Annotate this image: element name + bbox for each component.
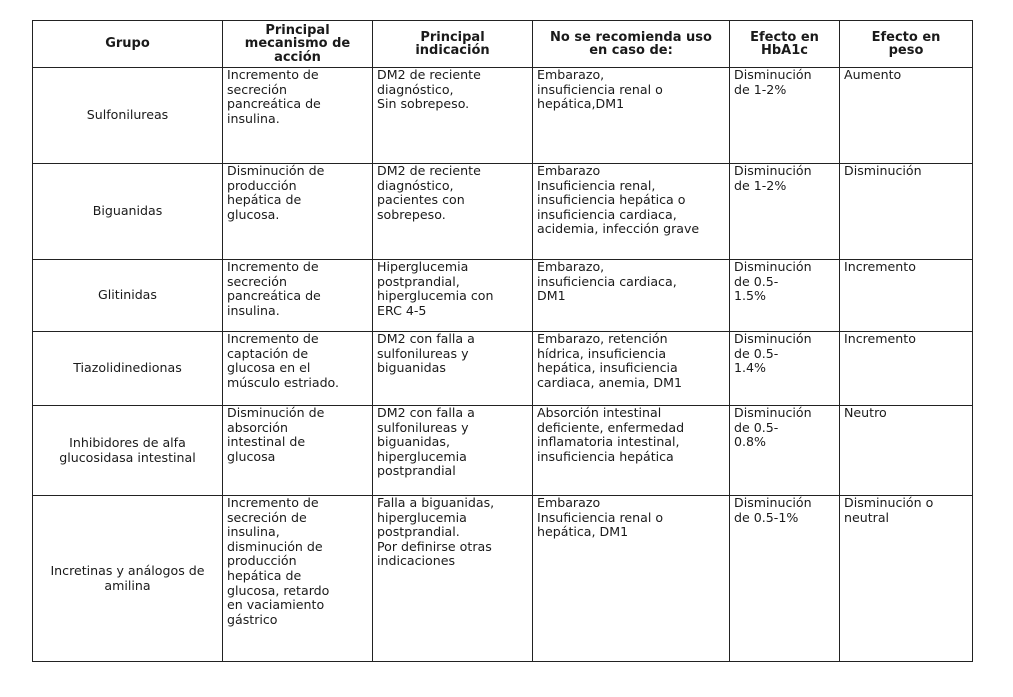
mechanism-cell: Disminución de absorción intestinal de glucosa	[223, 406, 373, 496]
weight-cell: Aumento	[840, 68, 973, 164]
header-efecto-hba1c: Efecto en HbA1c	[730, 21, 840, 68]
drug-comparison-table-wrapper	[32, 20, 972, 662]
indication-cell: DM2 con falla a sulfonilureas y biguanidas	[373, 332, 533, 406]
weight-cell: Incremento	[840, 260, 973, 332]
not-recommended-cell: Embarazo Insuficiencia renal o hepática, DM1	[533, 496, 730, 662]
group-cell: Incretinas y análogos de amilina	[33, 496, 223, 662]
not-recommended-cell: Absorción intestinal deficiente, enfermedad inflamatoria intestinal, insuficiencia hepática	[533, 406, 730, 496]
mechanism-cell: Incremento de secreción pancreática de insulina.	[223, 68, 373, 164]
hba1c-cell: Disminución de 0.5- 0.8%	[730, 406, 840, 496]
weight-cell: Disminución o neutral	[840, 496, 973, 662]
header-grupo: Grupo	[33, 21, 223, 68]
hba1c-cell: Disminución de 1-2%	[730, 164, 840, 260]
not-recommended-cell: Embarazo, insuficiencia cardiaca, DM1	[533, 260, 730, 332]
mechanism-cell: Incremento de secreción de insulina, disminución de producción hepática de glucosa, retardo en vaciamiento gástrico	[223, 496, 373, 662]
weight-cell: Neutro	[840, 406, 973, 496]
table-row	[33, 332, 973, 406]
mechanism-cell: Disminución de producción hepática de glucosa.	[223, 164, 373, 260]
mechanism-cell: Incremento de captación de glucosa en el músculo estriado.	[223, 332, 373, 406]
header-mecanismo: Principal mecanismo de acción	[223, 21, 373, 68]
drug-comparison-table	[32, 20, 973, 662]
group-cell: Glitinidas	[33, 260, 223, 332]
table-row	[33, 406, 973, 496]
table-row	[33, 260, 973, 332]
header-indicacion: Principal indicación	[373, 21, 533, 68]
indication-cell: DM2 con falla a sulfonilureas y biguanidas, hiperglucemia postprandial	[373, 406, 533, 496]
table-row	[33, 68, 973, 164]
not-recommended-cell: Embarazo Insuficiencia renal, insuficiencia hepática o insuficiencia cardiaca, acidemia, infección grave	[533, 164, 730, 260]
indication-cell: DM2 de reciente diagnóstico, Sin sobrepeso.	[373, 68, 533, 164]
hba1c-cell: Disminución de 1-2%	[730, 68, 840, 164]
mechanism-cell: Incremento de secreción pancreática de insulina.	[223, 260, 373, 332]
table-row	[33, 164, 973, 260]
weight-cell: Disminución	[840, 164, 973, 260]
hba1c-cell: Disminución de 0.5-1%	[730, 496, 840, 662]
group-cell: Sulfonilureas	[33, 68, 223, 164]
table-row	[33, 496, 973, 662]
indication-cell: Falla a biguanidas, hiperglucemia postprandial. Por definirse otras indicaciones	[373, 496, 533, 662]
header-no-recomienda: No se recomienda uso en caso de:	[533, 21, 730, 68]
hba1c-cell: Disminución de 0.5- 1.4%	[730, 332, 840, 406]
table-header-row	[33, 21, 973, 68]
weight-cell: Incremento	[840, 332, 973, 406]
indication-cell: DM2 de reciente diagnóstico, pacientes con sobrepeso.	[373, 164, 533, 260]
not-recommended-cell: Embarazo, insuficiencia renal o hepática,DM1	[533, 68, 730, 164]
group-cell: Biguanidas	[33, 164, 223, 260]
group-cell: Inhibidores de alfa glucosidasa intestinal	[33, 406, 223, 496]
hba1c-cell: Disminución de 0.5- 1.5%	[730, 260, 840, 332]
indication-cell: Hiperglucemia postprandial, hiperglucemia con ERC 4-5	[373, 260, 533, 332]
header-efecto-peso: Efecto en peso	[840, 21, 973, 68]
group-cell: Tiazolidinedionas	[33, 332, 223, 406]
not-recommended-cell: Embarazo, retención hídrica, insuficiencia hepática, insuficiencia cardiaca, anemia, DM1	[533, 332, 730, 406]
